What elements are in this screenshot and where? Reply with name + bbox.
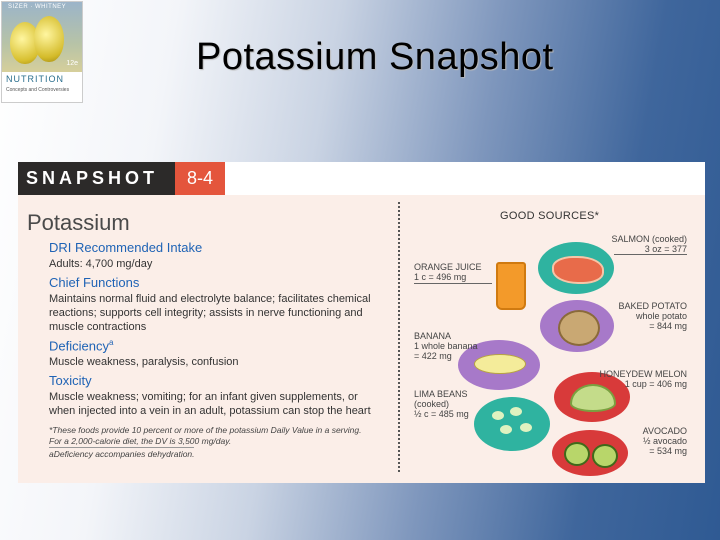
- snapshot-label: SNAPSHOT: [18, 162, 175, 195]
- cover-authors: SIZER · WHITNEY: [8, 4, 67, 10]
- leader-line: [414, 283, 492, 284]
- snapshot-header: [18, 162, 705, 195]
- honeydew-label: [594, 369, 687, 389]
- pear-illustration: [34, 16, 64, 62]
- deficiency-title: Deficiency: [49, 338, 109, 354]
- food-name: LIMA BEANS: [414, 389, 468, 399]
- banana-label: [414, 331, 494, 361]
- food-amount: 1 c = 496 mg: [414, 272, 467, 282]
- good-sources-heading: GOOD SOURCES*: [500, 210, 600, 222]
- chief-functions-line: reactions; supports cell integrity; assists in nerve functioning and: [49, 307, 363, 319]
- lima-bean-icon: [510, 407, 522, 416]
- dri-text: Adults: 4,700 mg/day: [49, 258, 153, 270]
- food-amount: = 534 mg: [649, 446, 687, 456]
- lima-bean-icon: [500, 425, 512, 434]
- avocado-label: [608, 426, 687, 456]
- slide-title: Potassium Snapshot: [196, 36, 554, 78]
- footnote-rule: [49, 447, 194, 448]
- food-name: BANANA: [414, 331, 452, 341]
- snapshot-number: 8-4: [175, 162, 225, 195]
- food-amount: whole potato: [635, 311, 687, 321]
- food-amount: ½ c = 485 mg: [414, 409, 469, 419]
- salmon-label: [578, 234, 687, 254]
- avocado-half-icon: [564, 442, 590, 466]
- food-name: AVOCADO: [642, 426, 687, 436]
- food-name: ORANGE JUICE: [414, 262, 482, 272]
- column-divider: [398, 202, 400, 472]
- cover-subtitle: Concepts and Controversies: [6, 87, 70, 93]
- deficiency-superscript: a: [108, 338, 114, 347]
- footnote-deficiency: aDeficiency accompanies dehydration.: [49, 449, 195, 459]
- chief-functions-line: muscle contractions: [49, 321, 147, 333]
- cover-brand: NUTRITION: [6, 74, 64, 84]
- chief-functions-heading: Chief Functions: [49, 275, 140, 290]
- food-amount: 1 cup = 406 mg: [624, 379, 687, 389]
- food-amount: = 422 mg: [414, 351, 452, 361]
- baked-potato-label: [598, 301, 687, 331]
- snapshot-panel: [18, 162, 705, 483]
- lima-bean-icon: [520, 423, 532, 432]
- dri-heading: DRI Recommended Intake: [49, 240, 203, 255]
- food-amount: = 844 mg: [649, 321, 687, 331]
- baked-potato-icon: [558, 310, 600, 346]
- nutrient-name: Potassium: [27, 210, 130, 235]
- orange-juice-glass-icon: [496, 262, 526, 310]
- toxicity-heading: Toxicity: [49, 373, 92, 388]
- food-name: HONEYDEW MELON: [599, 369, 687, 379]
- lima-beans-label: [414, 389, 484, 419]
- footnote: [49, 425, 379, 459]
- leader-line: [614, 254, 687, 255]
- food-name: BAKED POTATO: [618, 301, 687, 311]
- toxicity-line: Muscle weakness; vomiting; for an infant given supplements, or: [49, 391, 358, 403]
- chief-functions-line: Maintains normal fluid and electrolyte balance; facilitates chemical: [49, 293, 371, 305]
- book-cover-thumbnail: [1, 1, 83, 103]
- food-amount: 3 oz = 377: [644, 244, 687, 254]
- toxicity-line: when injected into a vein in an adult, potassium can stop the heart: [49, 405, 371, 417]
- food-amount: ½ avocado: [642, 436, 687, 446]
- lima-beans-plate-icon: [474, 397, 550, 451]
- food-name: SALMON (cooked): [611, 234, 687, 244]
- deficiency-heading: [49, 338, 113, 353]
- cover-edition: 12e: [66, 60, 78, 67]
- deficiency-text: Muscle weakness, paralysis, confusion: [49, 356, 239, 368]
- footnote-line: *These foods provide 10 percent or more of the potassium Daily Value in a serving.: [49, 425, 362, 435]
- food-amount: 1 whole banana: [414, 341, 478, 351]
- salmon-icon: [552, 256, 604, 284]
- lima-bean-icon: [492, 411, 504, 420]
- food-amount: (cooked): [414, 399, 450, 409]
- footnote-line: For a 2,000-calorie diet, the DV is 3,500 mg/day.: [49, 436, 232, 446]
- orange-juice-label: [414, 262, 494, 282]
